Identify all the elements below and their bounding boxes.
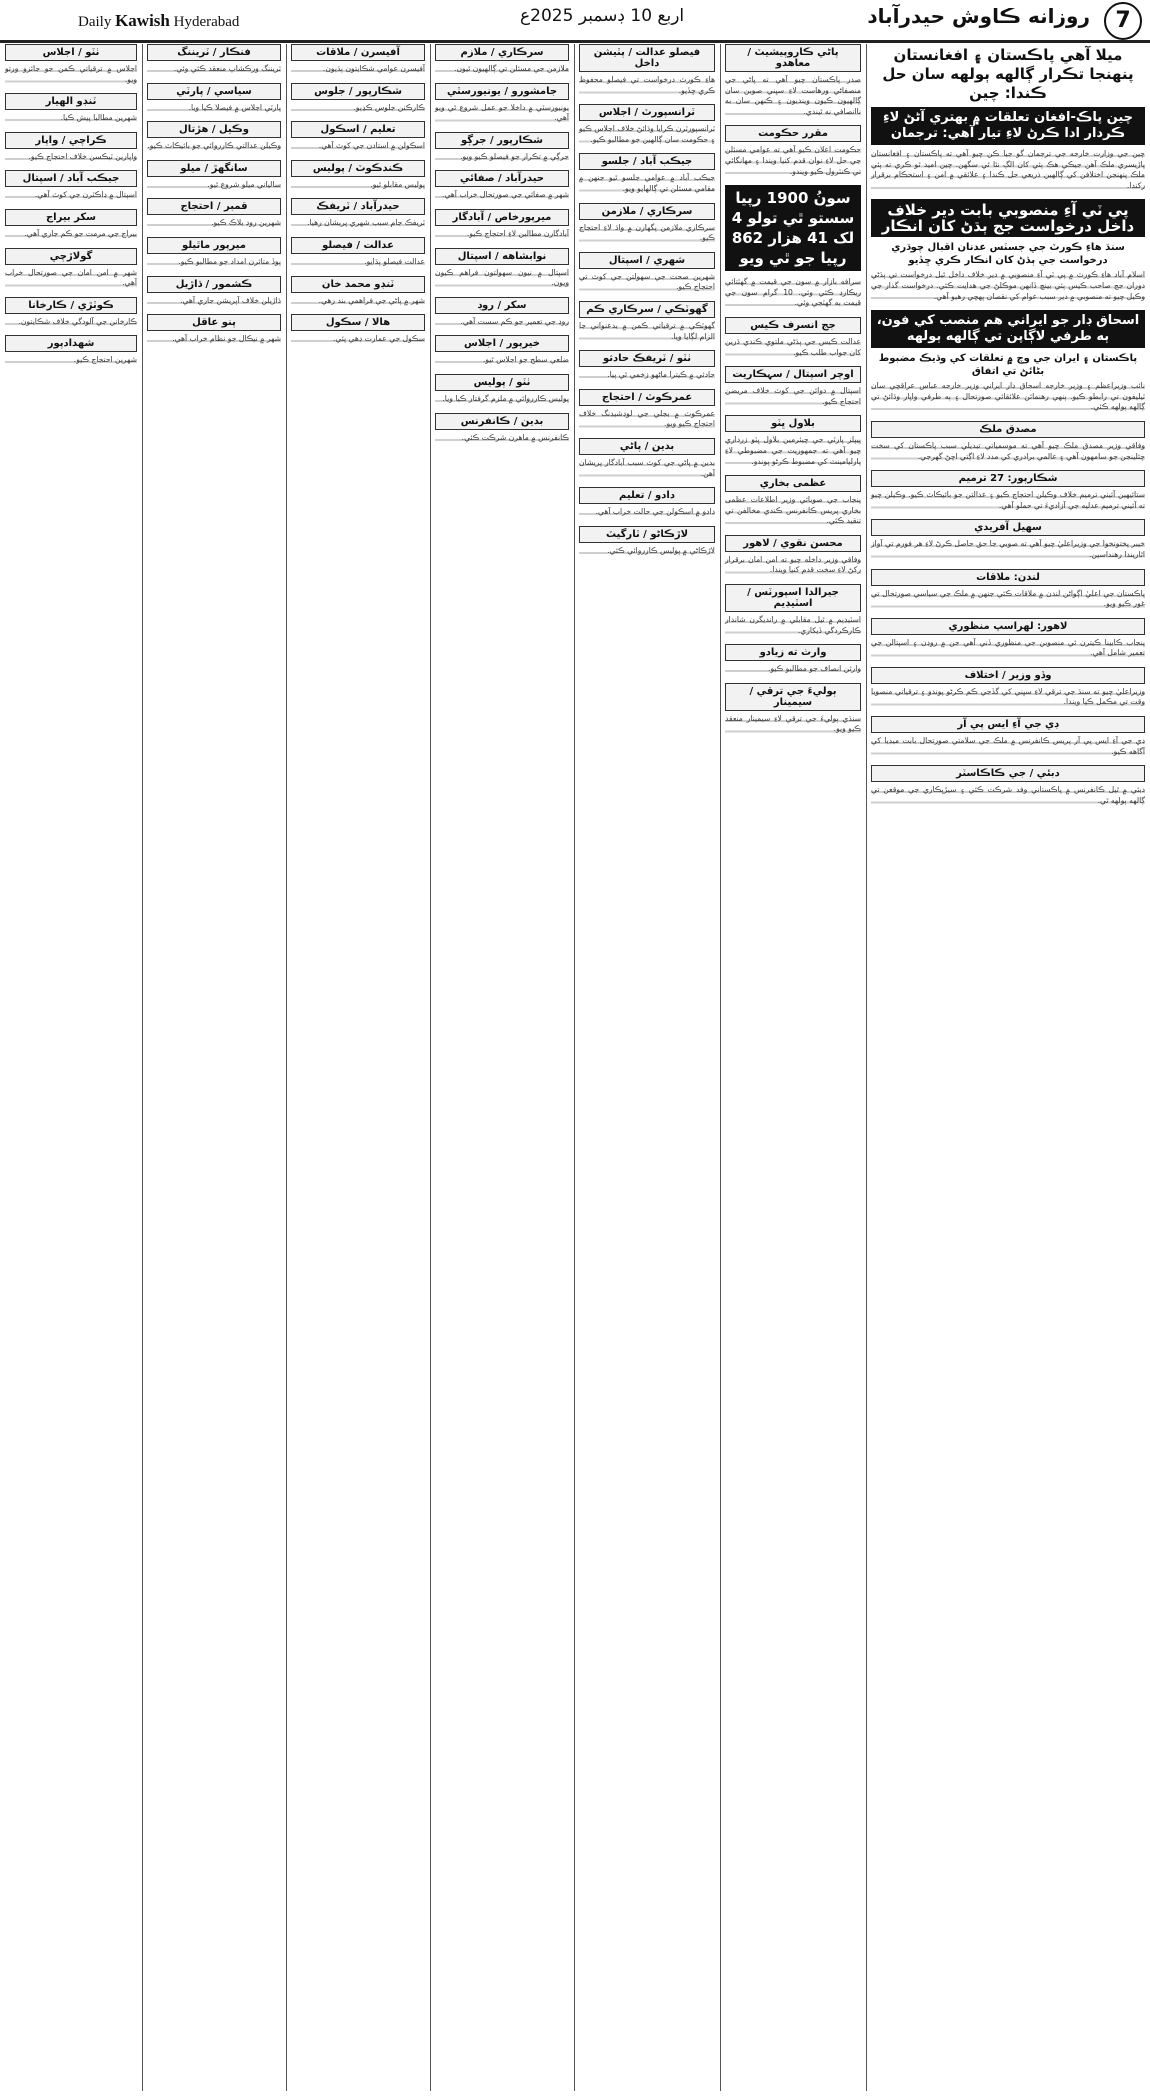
news-title: لندن: ملاقات [871, 569, 1145, 586]
news-title: حيدرآباد / صفائي [435, 170, 569, 187]
news-item [725, 125, 861, 177]
news-item [725, 535, 861, 576]
news-item [435, 297, 569, 328]
news-item [147, 121, 281, 152]
news-body: ٻوڏ متاثرن امداد جو مطالبو ڪيو. [147, 257, 281, 268]
news-title: نوابشاهه / اسپتال [435, 248, 569, 265]
column-divider [574, 44, 575, 2091]
news-title: دادو / تعليم [579, 487, 715, 504]
news-title: ٺٽو / ٽريفڪ حادثو [579, 350, 715, 367]
news-body: ڌاڙيلن خلاف آپريشن جاري آهي. [147, 296, 281, 307]
news-title: سرڪاري / ملازمن [579, 203, 715, 220]
news-body: يونيورسٽي ۾ داخلا جو عمل شروع ٿي ويو آهي. [435, 102, 569, 123]
column-divider [720, 44, 721, 2091]
news-title: فنڪار / ٽريننگ [147, 44, 281, 61]
news-item [291, 121, 425, 152]
news-body: حادثي ۾ ڪيترا ماڻهو زخمي ٿي پيا. [579, 370, 715, 381]
news-title: مقرر حڪومت [725, 125, 861, 142]
news-title: ٽرانسپورٽ / اجلاس [579, 104, 715, 121]
news-item [871, 618, 1145, 659]
news-item [147, 314, 281, 345]
news-item [579, 487, 715, 518]
news-item [5, 209, 137, 240]
news-title: جيڪب آباد / اسپتال [5, 170, 137, 187]
news-title: سرڪاري / ملازم [435, 44, 569, 61]
news-item [5, 170, 137, 201]
news-body: حڪومت اعلان ڪيو آهي ته عوامي مسئلن جي حل لاءِ نوان قدم کنيا ويندا ۽ مهانگائي تي ڪنٽرول ڪيو ويندو. [725, 145, 861, 176]
news-title: دبئي / جي ڪاڪاسٽر [871, 765, 1145, 782]
news-title: تعليم / اسڪول [291, 121, 425, 138]
news-item [5, 297, 137, 328]
news-title: شڪارپور / جلوس [291, 83, 425, 100]
news-item [147, 198, 281, 229]
news-body: اسپتال ۾ دوائن جي کوٽ خلاف مريضن احتجاج ڪيو. [725, 386, 861, 406]
news-item [871, 421, 1145, 462]
news-item [579, 389, 715, 430]
news-item [871, 519, 1145, 560]
news-title: پنو عاقل [147, 314, 281, 331]
news-title: ڪندڪوٽ / پوليس [291, 160, 425, 177]
news-title: مصدق ملڪ [871, 421, 1145, 438]
news-body: واپارين ٽيڪسن خلاف احتجاج ڪيو. [5, 152, 137, 163]
news-body: وڪيلن عدالتي ڪارروائي جو بائيڪاٽ ڪيو. [147, 141, 281, 151]
news-title: ٺٽو / اجلاس [5, 44, 137, 61]
news-body: ڊي جي آءِ ايس پي آر پريس ڪانفرنس ۾ ملڪ جي سلامتي صورتحال بابت ميڊيا کي آگاهه ڪيو. [871, 736, 1145, 756]
story-dar-body: نائب وزيراعظم ۽ وزير خارجه اسحاق ڊار ايراني وزير خارجه عباس عراقچي سان ٽيليفون تي رابطو ڪيو. ٻنهي رهنمائن علائقائي صورتحال ۽ ٻه طرفي واپار وڌائڻ تي ڳالهه ٻولهه ڪئي. [871, 381, 1145, 412]
news-title: جج انسرف ڪيس [725, 317, 861, 334]
news-title: ڪشمور / ڌاڙيل [147, 276, 281, 293]
news-title: گولاڙچي [5, 248, 137, 265]
news-item [579, 203, 715, 244]
news-body: سرافه بازار ۾ سون جي قيمت ۾ گهٽتائي ريڪارڊ ڪئي وئي. 10 گرام سون جي قيمت به گهٽجي وئي. [725, 277, 862, 308]
issue-date: اربع 10 ڊسمبر 2025ع [520, 6, 685, 26]
news-body: سالياني ميلو شروع ٿيو. [147, 180, 281, 191]
news-body: جيڪب آباد ۾ عوامي جلسو ٿيو جنهن ۾ مقامي مسئلن تي ڳالهايو ويو. [579, 173, 715, 193]
news-body: آفيسرن عوامي شڪايتون ٻڌيون. [291, 64, 425, 75]
lead-story [871, 46, 1145, 191]
news-item [579, 350, 715, 381]
news-title: عمرڪوٽ / احتجاج [579, 389, 715, 406]
news-title: سکر / روڊ [435, 297, 569, 314]
news-body: ڪارخانن جي آلودگي خلاف شڪايتون. [5, 317, 137, 328]
news-title: ٻوليءَ جي ترقي / سيمينار [725, 683, 861, 711]
news-body: اسپتال ۾ ڊاڪٽرن جي کوٽ آهي. [5, 190, 137, 201]
lead-headline: ميلا آهي پاڪستان ۽ افغانستان پنهنجا تڪرار ڳالهه ٻولهه سان حل ڪندا: چين [882, 46, 1134, 102]
news-item [579, 104, 715, 145]
news-body: ملازمن جي مسئلن تي ڳالهيون ٿيون. [435, 64, 569, 75]
news-body: بدين ۾ پاڻي جي کوٽ سبب آبادگار پريشان آهن. [579, 457, 715, 478]
news-title: لاهور: لهراسپ منظوري [871, 618, 1145, 635]
news-body: صدر پاڪستان چيو آهي ته پاڻي جي منصفاڻي ورهاست لاءِ سڀني صوبن سان ڳالهيون ڪيون وينديون ۽ ڪنهن سان به ناانصافي نه ٿيندي. [725, 75, 861, 116]
news-item [291, 198, 425, 229]
news-body: اسٽيڊيم ۾ ٿيل مقابلي ۾ رانديگرن شاندار ڪارڪردگي ڏيکاري. [725, 615, 861, 635]
news-body: پوليس مقابلو ٿيو. [291, 180, 425, 191]
news-item [871, 569, 1145, 610]
english-city: Hyderabad [173, 14, 240, 30]
news-title: حيدرآباد / ٽريفڪ [291, 198, 425, 215]
news-title: ميرپور ماٿيلو [147, 237, 281, 254]
news-item [291, 83, 425, 114]
news-item [725, 584, 861, 636]
news-body: سڪول جي عمارت ڊهي پئي. [291, 334, 425, 345]
news-body: پوليس ڪارروائي ۾ ملزم گرفتار ڪيا ويا. [435, 394, 569, 405]
news-title: سانگهڙ / ميلو [147, 160, 281, 177]
news-title: جيڪب آباد / جلسو [579, 153, 715, 170]
news-item [147, 83, 281, 114]
news-body: شهرين احتجاج ڪيو. [5, 355, 137, 366]
news-title: سکر بيراج [5, 209, 137, 226]
news-body: شهر ۾ پاڻي جي فراهمي بند رهي. [291, 296, 425, 307]
news-body: خيبر پختونخوا جي وزيراعليٰ چيو آهي ته صوبي جا حق حاصل ڪرڻ لاءِ هر فورم تي آواز اٿاريندا رهنداسين. [871, 539, 1145, 559]
news-body: ستائيهين آئيني ترميم خلاف وڪيلن احتجاج ڪيو ۽ عدالتن جو بائيڪاٽ ڪيو. وڪيلن چيو ته آئيني ترميم عدليه جي آزاديءَ تي حملو آهي. [871, 490, 1145, 510]
column-1 [868, 44, 1148, 2091]
news-title: وڏو وزير / اختلاف [871, 667, 1145, 684]
news-item [291, 160, 425, 191]
news-body: ٽرانسپورٽرن ڪرايا وڌائڻ خلاف اجلاس ڪيو ۽ حڪومت سان ڳالهين جو مطالبو ڪيو. [578, 124, 715, 144]
news-item [435, 248, 569, 289]
page-number: 7 [1104, 2, 1142, 40]
news-body: دادو ۾ اسڪولن جي حالت خراب آهي. [579, 507, 715, 518]
column-2 [722, 44, 864, 2091]
news-body: روڊ جي تعمير جو ڪم سست آهي. [435, 317, 569, 328]
column-4 [432, 44, 572, 2091]
news-body: گهوٽڪي ۾ ترقياتي ڪمن ۾ بدعنواني جا الزام لڳايا ويا. [579, 320, 715, 341]
news-body: شهر ۾ صفائي جي صورتحال خراب آهي. [435, 190, 569, 201]
news-body: شهرين مطالبا پيش ڪيا. [5, 113, 137, 124]
news-item [435, 413, 569, 444]
story-pti-headline: پي ٽي آءِ منصوبي بابت دير خلاف داخل درخواست جج ٻڌڻ کان انڪار [871, 199, 1145, 237]
news-body: دبئي ۾ ٿيل ڪانفرنس ۾ پاڪستاني وفد شرڪت ڪئي ۽ سيڙپڪاري جي موقعن تي ڳالهه ٻولهه ٿي. [871, 785, 1145, 805]
news-item [147, 276, 281, 307]
news-item [147, 237, 281, 268]
news-item [291, 276, 425, 307]
column-7 [2, 44, 140, 2091]
news-title: اوچر اسپتال / سہڪاريت [725, 366, 861, 383]
news-item [579, 252, 715, 293]
news-title: ڪراچي / واپار [5, 132, 137, 149]
news-item [435, 170, 569, 201]
news-item [725, 475, 861, 527]
news-body: ضلعي سطح جو اجلاس ٿيو. [435, 355, 569, 366]
lead-body: چين جي وزارت خارجه جي ترجمان گو جيا ڪن چيو آهي ته پاڪستان ۽ افغانستان پاڙيسري ملڪ آهن جيڪي هڪ ٻئي کان الڳ نٿا ٿي سگهن. چين اميد ٿو ڪري ته ٻئي ملڪ پنهنجن اختلافن کي ڳالهين ذريعي حل ڪندا ۽ علائقي ۾ امن ۽ استحڪام برقرار رکندا. [871, 149, 1145, 190]
news-title: بدين / ڪانفرنس [435, 413, 569, 430]
column-5 [288, 44, 428, 2091]
urdu-masthead: روزانه ڪاوش حيدرآباد [867, 4, 1090, 28]
news-body: آبادگارن مطالبن لاءِ احتجاج ڪيو. [435, 229, 569, 240]
news-item [579, 153, 715, 194]
news-item [5, 93, 137, 124]
gold-price-story [725, 277, 861, 309]
news-item [435, 209, 569, 240]
news-item [291, 314, 425, 345]
news-body: لاڙڪاڻي ۾ پوليس ڪارروائي ڪئي. [579, 546, 715, 557]
news-item [725, 415, 861, 467]
news-title: سياسي / پارٽي [147, 83, 281, 100]
news-body: ڪارڪنن جلوس ڪڍيو. [291, 103, 425, 114]
news-title: ڊي جي آءِ ايس پي آر [871, 716, 1145, 733]
news-title: ڪوٽڙي / ڪارخانا [5, 297, 137, 314]
news-title: عدالت / فيصلو [291, 237, 425, 254]
news-title: پاڻي ڪاروپيشيٽ / معاهدو [725, 44, 861, 72]
news-body: پنجاب ڪابينا ڪيترن ئي منصوبن جي منظوري ڏني آهي جن ۾ روڊن ۽ اسپتالن جي تعمير شامل آهي. [871, 637, 1145, 658]
news-item [5, 44, 137, 85]
news-body: بيراج جي مرمت جو ڪم جاري آهي. [5, 229, 137, 240]
column-divider [866, 44, 867, 2091]
news-title: بلاول ڀٽو [725, 415, 861, 432]
news-item [435, 44, 569, 75]
column-divider [142, 44, 143, 2091]
news-item [147, 44, 281, 75]
news-item [435, 335, 569, 366]
news-title: شهدادپور [5, 335, 137, 352]
news-title: وڪيل / هڙتال [147, 121, 281, 138]
news-item [871, 667, 1145, 708]
news-body: پاڪستان جي اعليٰ اڳواڻن لندن ۾ ملاقات ڪئي جنهن ۾ ملڪ جي سياسي صورتحال تي غور ڪيو ويو. [871, 588, 1145, 609]
news-title: فيصلو عدالت / پٽيشن داخل [579, 44, 715, 72]
english-name: Daily [78, 14, 112, 30]
news-body: عمرڪوٽ ۾ بجلي جي لوڊشيڊنگ خلاف احتجاج ڪيو ويو. [579, 408, 715, 429]
column-3 [576, 44, 718, 2091]
news-title: قمبر / احتجاج [147, 198, 281, 215]
news-item [579, 438, 715, 479]
news-item [725, 44, 861, 117]
news-item [579, 526, 715, 557]
news-body: شهر ۾ نيڪال جو نظام خراب آهي. [147, 334, 281, 345]
news-body: شهرين صحت جي سهولتن جي کوٽ تي احتجاج ڪيو. [579, 271, 715, 292]
news-item [725, 317, 861, 358]
news-item [871, 716, 1145, 757]
news-title: ميرپورخاص / آبادگار [435, 209, 569, 226]
lead-subheadline: چين پاڪ-افغان تعلقات ۾ بهتري آڻڻ لاءِ ڪردار ادا ڪرڻ لاءِ تيار آهي: ترجمان [871, 107, 1145, 145]
news-body: سنڌي ٻوليءَ جي ترقي لاءِ سيمينار منعقد ڪيو ويو. [725, 713, 861, 734]
news-body: پيپلز پارٽي جي چيئرمين بلاول ڀٽو زرداري چيو آهي ته جمهوريت جي مضبوطي لاءِ پارليامينٽ کي مضبوط ڪرڻو پوندو. [725, 435, 861, 466]
news-item [725, 366, 861, 407]
news-item [725, 683, 861, 735]
news-body: عدالت فيصلو ٻڌايو. [291, 257, 425, 268]
column-6 [144, 44, 284, 2091]
news-item [291, 44, 425, 75]
news-body: ٽريننگ ورڪشاپ منعقد ڪئي وئي. [147, 64, 281, 75]
news-body: سرڪاري ملازمن پگهارن ۾ واڌ لاءِ احتجاج ڪيو. [579, 222, 715, 243]
news-title: خيرپور / اجلاس [435, 335, 569, 352]
story-pti [871, 199, 1145, 302]
story-pti-body: اسلام آباد هاءِ ڪورٽ ۾ پي ٽي آءِ منصوبي ۾ دير خلاف داخل ٿيل درخواست تي ٻڌڻي دوران جج صاحب ڪيس ٻئي بينچ ڏانهن موڪلڻ جي هدايت ڪئي. درخواست گذار جي وڪيل چيو ته منصوبي ۾ دير سبب عوام کي نقصان پهچي رهيو آهي. [871, 270, 1145, 301]
story-pti-subheadline: سنڌ هاءِ ڪورٽ جي جسٽس عدنان اقبال چوڌري درخواست جي ٻڌڻ کان انڪار ڪري ڇڏيو [891, 242, 1125, 267]
column-divider [286, 44, 287, 2091]
news-title: جيرالدا اسپورٽس / اسٽيڊيم [725, 584, 861, 612]
news-title: شڪارپور: 27 ترميم [871, 470, 1145, 487]
news-body: جرڳي ۾ تڪرار جو فيصلو ڪيو ويو. [435, 152, 569, 163]
news-body: ٽريفڪ جام سبب شهري پريشان رهيا. [291, 218, 425, 229]
news-item [5, 132, 137, 163]
story-dar-headline: اسحاق ڊار جو ايراني هم منصب کي فون، ٻه طرفي لاڳاپن تي ڳالهه ٻولهه [871, 310, 1145, 348]
news-item [435, 83, 569, 124]
news-title: گهوٽڪي / سرڪاري ڪم [579, 301, 715, 318]
news-item [871, 470, 1145, 511]
news-title: جامشورو / يونيورسٽي [435, 83, 569, 100]
news-item [579, 301, 715, 342]
news-title: وارث ته زيادو [725, 644, 861, 661]
story-dar [871, 310, 1145, 413]
news-title: سهيل آفريدي [871, 519, 1145, 536]
news-title: ٽنڊو الهيار [5, 93, 137, 110]
story-dar-subheadline: پاڪستان ۽ ايران جي وچ ۾ تعلقات کي وڌيڪ مضبوط بڻائڻ تي اتفاق [878, 353, 1138, 378]
news-title: ٽنڊو محمد خان [291, 276, 425, 293]
news-title: هالا / سڪول [291, 314, 425, 331]
news-item [5, 248, 137, 289]
news-body: ڪانفرنس ۾ ماهرن شرڪت ڪئي. [435, 433, 569, 444]
gold-price-headline: سونُ 1900 رپيا سستو ٿي تولو 4 لک 41 هزار 862 رپيا جو ٿي ويو [725, 185, 861, 271]
news-body: وزيراعليٰ چيو ته سنڌ جي ترقي لاءِ سڀني کي گڏجي ڪم ڪرڻو پوندو ۽ ترقياتي منصوبا وقت تي مڪمل ڪيا ويندا. [871, 686, 1145, 707]
news-title: بدين / پاڻي [579, 438, 715, 455]
news-item [725, 644, 861, 675]
news-title: شڪارپور / جرڳو [435, 132, 569, 149]
news-title: آفيسرن / ملاقات [291, 44, 425, 61]
news-body: اجلاس ۾ ترقياتي ڪمن جو جائزو ورتو ويو. [5, 64, 137, 84]
news-body: اسپتال ۾ نيون سهولتون فراهم ڪيون ويون. [435, 267, 569, 288]
news-item [871, 765, 1145, 806]
news-title: ٺٽو / پوليس [435, 374, 569, 391]
column-divider [430, 44, 431, 2091]
news-body: هاءِ ڪورٽ درخواست تي فيصلو محفوظ ڪري ڇڏيو. [579, 75, 715, 95]
news-body: شهر ۾ امن امان جي صورتحال خراب آهي. [5, 267, 137, 288]
news-item [5, 335, 137, 366]
news-body: عدالت ڪيس جي ٻڌڻي ملتوي ڪندي ڌرين کان جواب طلب ڪيو. [725, 336, 861, 357]
news-item [435, 132, 569, 163]
news-body: شهرين روڊ بلاڪ ڪيو. [147, 218, 281, 229]
news-title: شهري / اسپتال [579, 252, 715, 269]
english-brand: Kawish [115, 11, 170, 30]
news-item [147, 160, 281, 191]
news-body: وارثن انصاف جو مطالبو ڪيو. [725, 664, 861, 675]
masthead [0, 0, 1150, 43]
news-title: لاڙڪاڻو / ٽارگيٽ [579, 526, 715, 543]
news-title: محسن نقوي / لاهور [725, 535, 861, 552]
news-item [579, 44, 715, 96]
news-item [291, 237, 425, 268]
news-body: اسڪولن ۾ استادن جي کوٽ آهي. [291, 141, 425, 152]
news-body: وفاقي وزير مصدق ملڪ چيو آهي ته موسمياتي تبديلي سبب پاڪستان کي سخت چئلينجن جو سامهون آهي ۽ عالمي برادري کي مدد لاءِ اڳتي اچڻ گهرجي. [871, 440, 1145, 461]
news-body: وفاقي وزير داخله چيو ته امن امان برقرار رکڻ لاءِ سخت قدم کنيا ويندا. [725, 554, 861, 575]
news-title: عظمى بخاري [725, 475, 861, 492]
news-body: پارٽي اجلاس ۾ فيصلا ڪيا ويا. [147, 103, 281, 114]
english-masthead [78, 11, 239, 31]
news-item [435, 374, 569, 405]
news-body: پنجاب جي صوبائي وزير اطلاعات عظمى بخاري پريس ڪانفرنس ڪندي مخالفن تي تنقيد ڪئي. [725, 495, 861, 526]
